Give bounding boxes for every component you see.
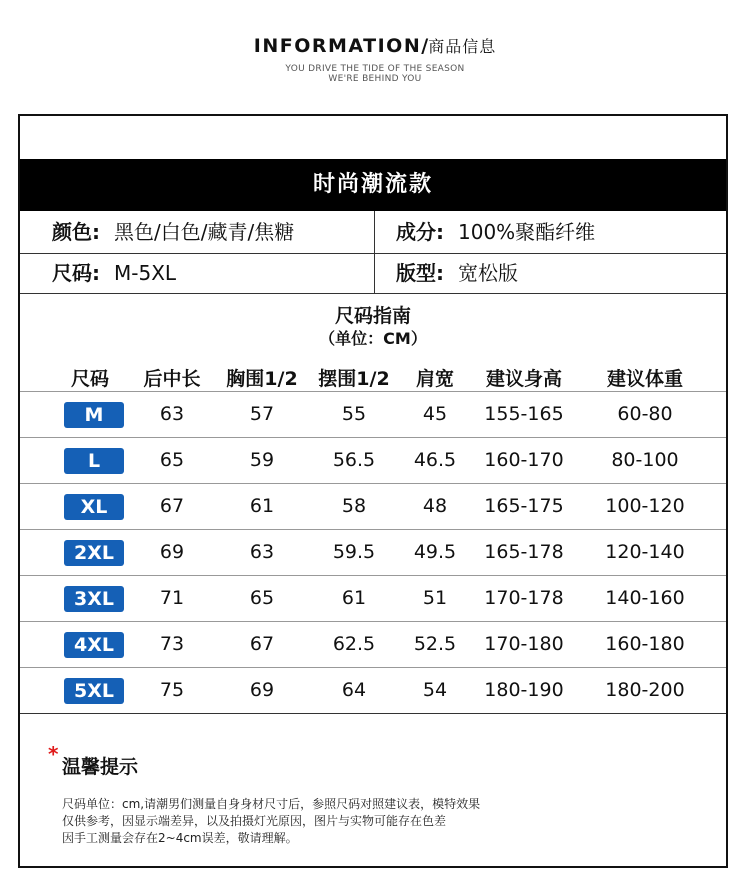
table-row [20,530,726,576]
cell-hem: 56.5 [332,449,376,471]
cell-hem: 55 [341,403,367,425]
info-fit-value: 宽松版 [458,261,518,285]
table-row [20,392,726,438]
cell-length: 69 [159,541,185,563]
size-badge: XL [64,494,124,520]
cell-chest: 59 [249,449,275,471]
tips-line-2: 仅供参考，因显示端差异，以及拍摄灯光原因，图片与实物可能存在色差 [62,814,447,828]
cell-chest: 67 [249,633,275,655]
cell-weight: 100-120 [605,495,685,517]
cell-chest: 61 [249,495,275,517]
info-color-value: 黑色/白色/藏青/焦糖 [114,220,295,244]
cell-weight: 160-180 [605,633,685,655]
cell-length: 63 [159,403,185,425]
cell-length: 65 [159,449,185,471]
row-divider [20,713,726,714]
size-badge: 5XL [64,678,124,704]
col-header-weight: 建议体重 [606,368,683,390]
size-guide-unit: （单位：CM） [319,329,427,348]
size-badge: 4XL [64,632,124,658]
table-row [20,668,726,714]
cell-shoulder: 49.5 [413,541,457,563]
size-badge: L [64,448,124,474]
cell-height: 165-178 [484,541,564,563]
cell-weight: 80-100 [611,449,679,471]
info-divider-vertical [374,211,375,294]
size-badge: 3XL [64,586,124,612]
cell-height: 160-170 [484,449,564,471]
col-header-shoulder: 肩宽 [415,368,454,390]
cell-hem: 58 [341,495,367,517]
info-frame [18,114,728,868]
tips-line-3: 因手工测量会存在2~4cm误差，敬请理解。 [62,831,298,845]
col-header-size: 尺码 [70,368,109,390]
header-subtitle-1: YOU DRIVE THE TIDE OF THE SEASON [285,64,465,74]
cell-hem: 61 [341,587,367,609]
cell-length: 75 [159,679,185,701]
cell-weight: 120-140 [605,541,685,563]
cell-height: 170-178 [484,587,564,609]
table-row [20,438,726,484]
info-material-label: 成分: [396,220,444,244]
col-header-chest: 胸围1/2 [226,368,298,390]
size-badge: 2XL [64,540,124,566]
cell-height: 165-175 [484,495,564,517]
cell-height: 170-180 [484,633,564,655]
cell-chest: 63 [249,541,275,563]
cell-height: 155-165 [484,403,564,425]
info-color-label: 颜色: [52,220,100,244]
header-separator: / [421,35,429,57]
cell-shoulder: 54 [422,679,448,701]
cell-length: 67 [159,495,185,517]
info-material [396,213,595,251]
cell-chest: 69 [249,679,275,701]
table-row [20,484,726,530]
cell-hem: 59.5 [332,541,376,563]
tips-title: 温馨提示 [62,756,139,778]
cell-weight: 180-200 [605,679,685,701]
cell-shoulder: 46.5 [413,449,457,471]
cell-weight: 140-160 [605,587,685,609]
info-fit [396,254,518,292]
header-title-cn: 商品信息 [428,37,497,56]
info-color [52,213,294,251]
info-size [52,254,176,292]
cell-hem: 62.5 [332,633,376,655]
tips-line-1: 尺码单位：cm,请潮男们测量自身身材尺寸后，参照尺码对照建议表，模特效果 [62,797,481,811]
header-title [0,34,750,59]
tips-star: * [48,742,59,766]
page-header [0,0,750,110]
col-header-length: 后中长 [143,368,201,390]
size-badge: M [64,402,124,428]
cell-weight: 60-80 [617,403,673,425]
header-subtitle-2: WE'RE BEHIND YOU [328,74,422,84]
info-fit-label: 版型: [396,261,444,285]
cell-shoulder: 51 [422,587,448,609]
col-header-hem: 摆围1/2 [318,368,390,390]
table-row [20,576,726,622]
cell-shoulder: 48 [422,495,448,517]
table-row [20,622,726,668]
header-title-en: INFORMATION [253,35,422,57]
info-size-label: 尺码: [52,261,100,285]
cell-length: 73 [159,633,185,655]
info-size-value: M-5XL [114,261,177,285]
cell-chest: 65 [249,587,275,609]
size-guide-title: 尺码指南 [334,305,411,327]
banner-title: 时尚潮流款 [20,159,726,211]
cell-hem: 64 [341,679,367,701]
cell-length: 71 [159,587,185,609]
info-divider-2 [20,293,726,294]
col-header-height: 建议身高 [485,368,562,390]
info-material-value: 100%聚酯纤维 [458,220,596,244]
cell-shoulder: 52.5 [413,633,457,655]
cell-chest: 57 [249,403,275,425]
info-divider-1 [20,253,726,254]
cell-height: 180-190 [484,679,564,701]
cell-shoulder: 45 [422,403,448,425]
